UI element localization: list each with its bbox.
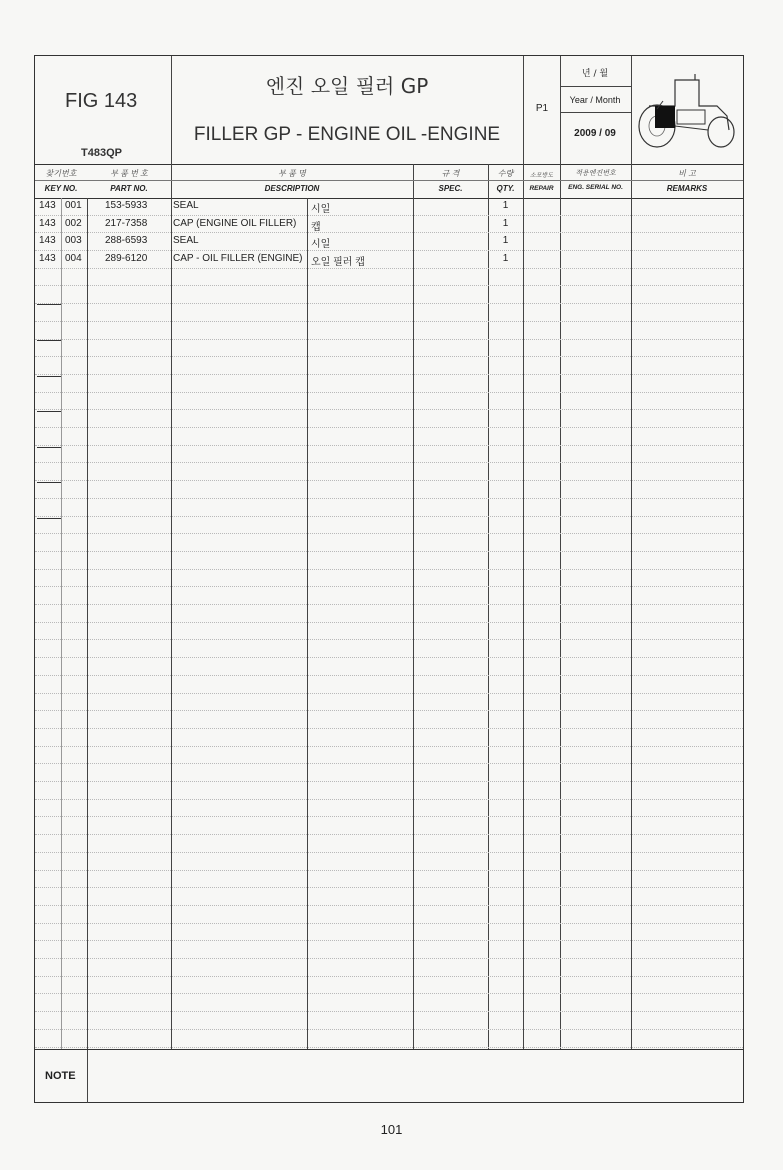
description-en: SEAL [173,235,199,247]
empty-table-row [35,357,743,375]
col-remarks-ko: 비 고 [678,169,696,178]
part-number: 217-7358 [105,217,148,229]
empty-table-row [35,747,743,765]
empty-table-row [35,517,743,535]
parts-table [35,198,743,1049]
col-part-no: PART NO. [110,184,148,193]
description-en: CAP (ENGINE OIL FILLER) [173,217,297,229]
col-part-no-ko: 부 품 번 호 [110,169,148,178]
empty-table-row [35,340,743,358]
year-month-value: 2009 / 09 [574,128,616,139]
quantity: 1 [502,253,509,265]
empty-table-row [35,375,743,393]
empty-table-row [35,871,743,889]
note-label: NOTE [45,1070,76,1082]
empty-table-row [35,623,743,641]
key-number: 002 [65,217,82,229]
col-eng-serial-ko: 적용엔진번호 [575,170,616,177]
table-row [35,216,743,234]
table-row [35,198,743,216]
fig-number: 143 [39,253,56,265]
empty-table-row [35,446,743,464]
empty-table-row [35,428,743,446]
empty-table-row [35,835,743,853]
year-month-label-ko: 년 / 월 [581,69,609,79]
empty-table-row [35,977,743,995]
col-repair: REPAIR [529,185,554,192]
empty-table-row [35,304,743,322]
empty-table-row [35,287,743,305]
empty-table-row [35,995,743,1013]
page-code: P1 [535,103,549,114]
fig-label: FIG 143 [65,90,138,112]
key-number: 001 [65,200,82,211]
page-number: 101 [380,1122,403,1137]
empty-table-row [35,1030,743,1048]
col-qty-ko: 수량 [497,169,514,178]
col-key-no: KEY NO. [44,184,78,193]
empty-table-row [35,676,743,694]
quantity: 1 [502,217,509,229]
description-en: CAP - OIL FILLER (ENGINE) [173,253,303,265]
empty-table-row [35,959,743,977]
part-number: 289-6120 [105,253,148,265]
note-section [35,1049,743,1103]
empty-table-row [35,888,743,906]
empty-table-row [35,269,743,287]
empty-table-row [35,800,743,818]
empty-table-row [35,587,743,605]
empty-table-row [35,499,743,517]
empty-table-row [35,570,743,588]
col-description-ko: 부 품 명 [278,169,306,178]
empty-table-row [35,605,743,623]
empty-table-row [35,322,743,340]
description-ko: 오일 필러 캡 [311,257,365,269]
table-row [35,233,743,251]
empty-table-row [35,464,743,482]
fig-number: 143 [39,217,56,229]
col-remarks: REMARKS [666,184,708,193]
col-eng-serial: ENG. SERIAL NO. [568,184,623,191]
part-number: 288-6593 [105,235,148,247]
empty-table-row [35,534,743,552]
empty-table-row [35,711,743,729]
col-key-no-ko: 찾기번호 [45,169,77,178]
description-en: SEAL [173,200,199,211]
fig-number: 143 [39,200,56,211]
page-header [35,56,743,165]
empty-table-row [35,410,743,428]
description-ko: 시일 [311,204,331,215]
title-english: FILLER GP - ENGINE OIL -ENGINE [193,124,501,145]
empty-table-row [35,552,743,570]
tractor-icon [635,70,739,150]
empty-table-row [35,764,743,782]
col-qty: QTY. [496,184,515,193]
col-description: DESCRIPTION [264,184,320,193]
col-repair-ko: 소모방도 [529,173,554,179]
col-spec-ko: 규 격 [441,169,460,178]
empty-table-row [35,818,743,836]
model-code: T483QP [81,147,122,159]
empty-table-row [35,924,743,942]
quantity: 1 [502,200,509,211]
empty-table-row [35,941,743,959]
col-spec: SPEC. [438,184,463,193]
empty-table-row [35,393,743,411]
title-korean: 엔진 오일 필러 GP [265,74,429,98]
fig-number: 143 [39,235,56,247]
empty-table-row [35,782,743,800]
quantity: 1 [502,235,509,247]
key-number: 004 [65,253,82,265]
empty-table-row [35,641,743,659]
description-ko: 시일 [311,239,331,251]
column-headers [35,164,743,199]
empty-table-row [35,906,743,924]
part-number: 153-5933 [105,200,148,211]
empty-table-row [35,853,743,871]
table-row [35,251,743,269]
parts-catalog-page [34,55,744,1103]
description-ko: 캡 [311,221,321,233]
key-number: 003 [65,235,82,247]
year-month-label-en: Year / Month [569,95,621,105]
empty-table-row [35,729,743,747]
empty-table-row [35,1012,743,1030]
empty-table-row [35,658,743,676]
empty-table-row [35,694,743,712]
empty-table-row [35,481,743,499]
